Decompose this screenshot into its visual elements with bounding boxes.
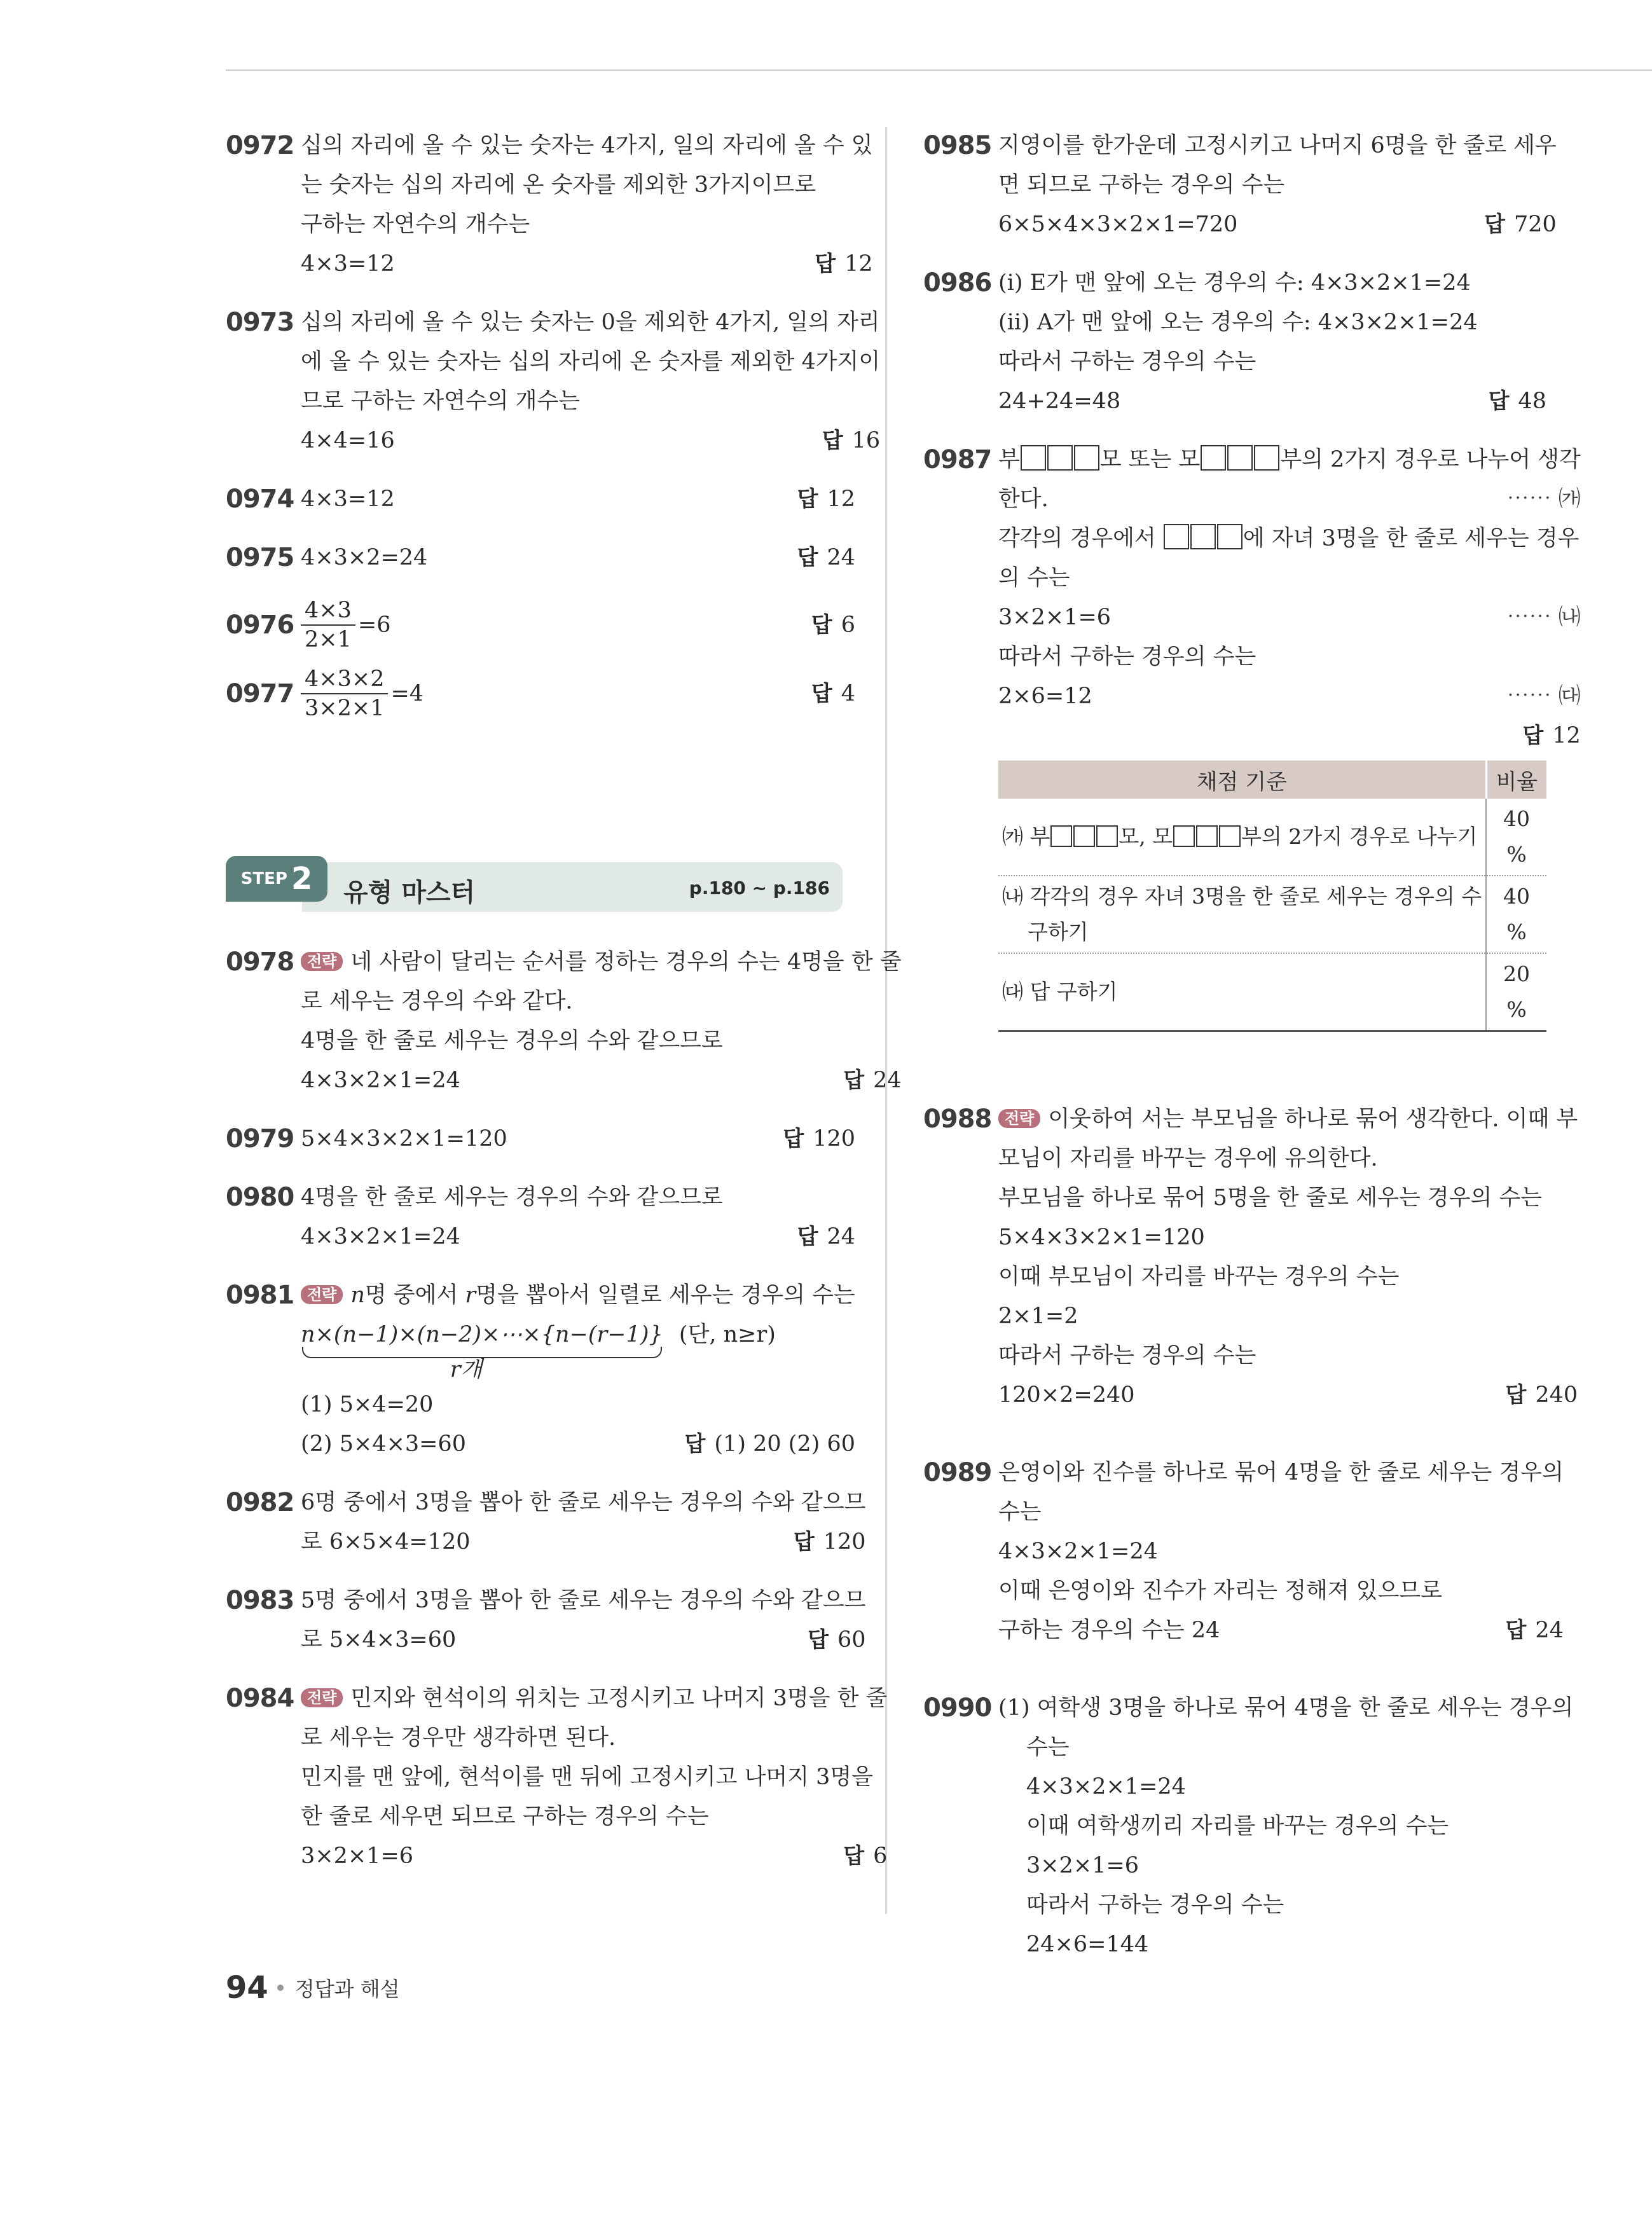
- numerator: 4×3: [301, 596, 355, 626]
- grading-row: [998, 876, 1546, 953]
- problem-0986: [923, 263, 1546, 421]
- text-line: 는 숫자는 십의 자리에 온 숫자를 제외한 3가지이므로: [301, 172, 816, 198]
- text-line: 로 세우는 경우만 생각하면 된다.: [301, 1725, 616, 1751]
- answer-line: [998, 382, 1546, 421]
- calculation: 4×3×2=24: [301, 545, 428, 570]
- calculation: 4×3×2×1=24: [301, 1224, 460, 1249]
- grading-header-criteria: 채점 기준: [998, 761, 1486, 799]
- answer-line: [301, 244, 873, 284]
- answer-line: [301, 596, 855, 654]
- calculation: [301, 665, 423, 722]
- problem-0987: [923, 440, 1581, 755]
- problem-number: 0972: [226, 131, 294, 160]
- answer-label: 답: [793, 1529, 815, 1555]
- grading-header-row: [998, 761, 1546, 799]
- problem-0984: [226, 1679, 888, 1876]
- answer: [685, 1424, 855, 1464]
- problem-number: 0980: [226, 1183, 294, 1212]
- text-line: 에 올 수 있는 숫자는 십의 자리에 온 숫자를 제외한 4가지이: [301, 349, 881, 375]
- step-banner: [226, 856, 855, 917]
- blank-box: [1050, 825, 1072, 847]
- answer: [808, 1620, 865, 1660]
- answer-value: 60: [837, 1627, 866, 1653]
- text: 부의 2가지 경우로 나누어 생각: [1280, 447, 1581, 472]
- problem-body: [998, 1099, 1578, 1415]
- text: 민지와 현석이의 위치는 고정시키고 나머지 3명을 한 줄: [350, 1686, 888, 1711]
- text-line: 의 수는: [998, 565, 1070, 591]
- problem-0973: [226, 303, 881, 460]
- blank-box: [1073, 825, 1095, 847]
- text-line: 따라서 구하는 경우의 수는: [998, 644, 1256, 670]
- problem-number: 0988: [923, 1105, 992, 1134]
- answer-value: 4: [841, 681, 855, 706]
- problem-0982: [226, 1483, 866, 1562]
- text: 명을 뽑아서 일렬로 세우는 경우의 수는: [476, 1283, 855, 1308]
- problem-body: [998, 126, 1557, 244]
- calculation: 4×3=12: [301, 486, 395, 512]
- answer-line: [998, 1611, 1564, 1650]
- calculation: 3×2×1=6: [998, 605, 1112, 630]
- grading-criteria: ㈐ 답 구하기: [998, 953, 1486, 1031]
- text: 명 중에서: [364, 1283, 465, 1308]
- calculation: 로 6×5×4=120: [301, 1529, 471, 1555]
- answer-value: (1) 20 (2) 60: [714, 1431, 855, 1457]
- answer-label: 답: [684, 1431, 706, 1457]
- text-line: 이때 부모님이 자리를 바꾸는 경우의 수는: [998, 1264, 1400, 1290]
- answer-line: [998, 205, 1557, 244]
- answer-label: 답: [843, 1843, 865, 1869]
- problem-0974: [226, 479, 855, 519]
- answer-label: 답: [1505, 1618, 1527, 1643]
- step-page-range: p.180 ~ p.186: [689, 878, 830, 898]
- strategy-tag: 전략: [301, 1688, 343, 1707]
- answer: [811, 674, 855, 713]
- text-line: 이때 은영이와 진수가 자리는 정해져 있으므로: [998, 1578, 1443, 1604]
- blank-box: [1219, 825, 1241, 847]
- text-line: (1) 5×4=20: [301, 1392, 434, 1417]
- text-line: [301, 1679, 887, 1718]
- problem-number: 0984: [226, 1684, 294, 1713]
- fraction: [301, 665, 388, 722]
- formula: [301, 1315, 663, 1354]
- strategy-tag: 전략: [301, 1285, 343, 1304]
- text-line: 한 줄로 세우면 되므로 구하는 경우의 수는: [301, 1804, 709, 1829]
- problem-body: [998, 1453, 1564, 1650]
- answer: [843, 1836, 887, 1876]
- problem-0981: [226, 1276, 855, 1464]
- calc-line: 2×1=2: [998, 1304, 1078, 1329]
- answer-line: [301, 1424, 855, 1464]
- problem-number: 0973: [226, 308, 294, 337]
- step-word: STEP: [240, 869, 287, 888]
- page-title: 정답과 해설: [294, 1977, 400, 2001]
- equals-result: =4: [390, 681, 424, 706]
- text-line: 수는: [998, 1499, 1042, 1525]
- calculation: 4×3=12: [301, 251, 395, 277]
- blank-box: [1173, 825, 1195, 847]
- text-line: [998, 440, 1581, 479]
- text: 모 또는 모: [1099, 447, 1201, 472]
- text: ㈎ 부: [1002, 824, 1050, 849]
- text-line: 모님이 자리를 바꾸는 경우에 유의한다.: [998, 1146, 1378, 1171]
- text-line: 4명을 한 줄로 세우는 경우의 수와 같으므로: [301, 1028, 723, 1054]
- text-line: 4명을 한 줄로 세우는 경우의 수와 같으므로: [301, 1185, 723, 1210]
- grading-ratio: 40 %: [1486, 799, 1546, 876]
- answer-value: 12: [844, 251, 873, 277]
- answer-label: 답: [822, 428, 843, 453]
- answer-label: 답: [783, 1126, 804, 1152]
- answer: [822, 421, 880, 460]
- text: 한다.: [998, 486, 1049, 512]
- answer-value: 16: [851, 428, 881, 453]
- calculation: 6×5×4×3×2×1=720: [998, 212, 1238, 237]
- blank-box: [1096, 825, 1118, 847]
- blank-box: [1047, 445, 1073, 471]
- problem-number: 0978: [226, 947, 294, 977]
- text: 네 사람이 달리는 순서를 정하는 경우의 수는 4명을 한 줄: [350, 949, 902, 975]
- text-line: 이때 여학생끼리 자리를 바꾸는 경우의 수는: [1026, 1814, 1449, 1839]
- text: 이웃하여 서는 부모님을 하나로 묶어 생각한다. 이때 부: [1048, 1106, 1578, 1132]
- answer-value: 24: [827, 545, 855, 570]
- text: ㈏ 각각의 경우 자녀 3명을 한 줄로 세우는 경우의 수: [1002, 884, 1482, 909]
- text-line: 부모님을 하나로 묶어 5명을 한 줄로 세우는 경우의 수는: [998, 1185, 1543, 1211]
- answer-label: 답: [1505, 1382, 1527, 1408]
- text: 구하기: [1028, 919, 1089, 944]
- answer: [815, 244, 872, 284]
- problem-body: [998, 440, 1581, 755]
- blank-box: [1190, 524, 1216, 549]
- denominator: 3×2×1: [305, 696, 385, 721]
- answer-label: 답: [811, 612, 832, 638]
- answer-line: [301, 1119, 855, 1159]
- denominator: 2×1: [305, 627, 352, 652]
- answer: [794, 1522, 866, 1562]
- calculation: 5×4×3×2×1=120: [301, 1126, 507, 1152]
- left-column: [226, 126, 902, 1876]
- answer-value: 48: [1518, 389, 1546, 414]
- answer-label: 답: [797, 486, 818, 512]
- top-rule: [226, 69, 1652, 71]
- text-line: 수는: [1026, 1735, 1070, 1760]
- numerator: 4×3×2: [301, 665, 388, 694]
- calc-line: 24×6=144: [1026, 1932, 1149, 1957]
- page-number: 94: [226, 1970, 268, 2006]
- problem-number: 0989: [923, 1458, 992, 1487]
- text-line: [301, 942, 902, 982]
- problem-number: 0983: [226, 1586, 294, 1615]
- text-line: [301, 1276, 855, 1315]
- text-line: 6명 중에서 3명을 뽑아 한 줄로 세우는 경우의 수와 같으므: [301, 1490, 866, 1515]
- answer: [1484, 205, 1557, 244]
- text-line: 은영이와 진수를 하나로 묶어 4명을 한 줄로 세우는 경우의: [998, 1460, 1564, 1485]
- text: 부의 2가지 경우로 나누기: [1241, 824, 1478, 849]
- grading-table: [998, 761, 1546, 1032]
- text-line: 5명 중에서 3명을 뽑아 한 줄로 세우는 경우의 수와 같으므: [301, 1588, 866, 1613]
- answer-value: 24: [827, 1224, 855, 1249]
- answer-label: 답: [797, 1224, 818, 1249]
- text-line: [998, 1099, 1578, 1139]
- text-line: 로 세우는 경우의 수와 같다.: [301, 989, 573, 1014]
- blank-box: [1217, 524, 1242, 549]
- answer-line: [301, 479, 855, 519]
- calc-line: 4×3×2×1=24: [1026, 1774, 1186, 1800]
- problem-number: 0977: [226, 679, 294, 708]
- text: 모, 모: [1119, 824, 1173, 849]
- text-line: (1) 여학생 3명을 하나로 묶어 4명을 한 줄로 세우는 경우의: [998, 1695, 1574, 1721]
- answer: [1506, 1375, 1578, 1415]
- underbrace: [302, 1347, 662, 1358]
- text-line: 면 되므로 구하는 경우의 수는: [998, 172, 1285, 198]
- answer-line: [301, 421, 880, 460]
- text-line: 구하는 자연수의 개수는: [301, 212, 530, 237]
- text-line: [998, 479, 1581, 519]
- answer: [797, 479, 855, 519]
- answer-value: 6: [841, 612, 855, 638]
- fraction: [301, 596, 355, 654]
- answer-label: 답: [843, 1068, 865, 1093]
- variable-r: r: [465, 1283, 476, 1308]
- answer-label: 답: [1484, 212, 1505, 237]
- calculation: 120×2=240: [998, 1382, 1135, 1408]
- blank-box: [1164, 524, 1189, 549]
- text-line: 십의 자리에 올 수 있는 숫자는 4가지, 일의 자리에 올 수 있: [301, 133, 873, 158]
- text: 부: [998, 447, 1020, 472]
- answer-value: 240: [1535, 1382, 1578, 1408]
- calculation: 4×3×2×1=24: [301, 1068, 460, 1093]
- problem-number: 0976: [226, 610, 294, 640]
- step-number: 2: [291, 861, 313, 897]
- calculation: (2) 5×4×3=60: [301, 1431, 467, 1457]
- calc-line: [998, 598, 1581, 637]
- problem-0975: [226, 538, 855, 577]
- answer-label: 답: [815, 251, 836, 277]
- problem-0976: [226, 596, 855, 654]
- text-line: 므로 구하는 자연수의 개수는: [301, 389, 581, 414]
- answer-value: 120: [823, 1529, 866, 1555]
- calculation: [301, 596, 390, 654]
- answer-value: 24: [1535, 1618, 1564, 1643]
- step-title: 유형 마스터: [343, 878, 476, 907]
- answer: [1489, 382, 1546, 421]
- answer-value: 12: [827, 486, 855, 512]
- problem-0989: [923, 1453, 1564, 1650]
- blank-box: [1196, 825, 1218, 847]
- blank-box: [1227, 445, 1253, 471]
- answer-value: 12: [1552, 723, 1581, 748]
- problem-0977: [226, 665, 855, 722]
- text-line: (ⅰ) E가 맨 앞에 오는 경우의 수: 4×3×2×1=24: [998, 270, 1471, 296]
- problem-number: 0974: [226, 485, 294, 514]
- formula-line: [301, 1315, 855, 1354]
- answer-value: 6: [873, 1843, 888, 1869]
- strategy-tag: 전략: [998, 1109, 1040, 1128]
- calculation: 3×2×1=6: [301, 1843, 414, 1869]
- grading-row: [998, 953, 1546, 1031]
- answer-value: 24: [873, 1068, 902, 1093]
- blank-box: [1074, 445, 1099, 471]
- calculation: 24+24=48: [998, 389, 1121, 414]
- answer-line: [998, 716, 1581, 755]
- answer-line: [301, 1061, 902, 1100]
- answer-label: 답: [1488, 389, 1510, 414]
- answer-label: 답: [1522, 723, 1544, 748]
- grading-ratio: 40 %: [1486, 876, 1546, 953]
- answer: [1506, 1611, 1564, 1650]
- problem-body: [301, 1581, 866, 1660]
- text: 에 자녀 3명을 한 줄로 세우는 경우: [1242, 526, 1580, 551]
- blank-box: [1201, 445, 1226, 471]
- grading-ratio: 20 %: [1486, 953, 1546, 1031]
- problem-body: [998, 263, 1546, 421]
- answer-label: 답: [808, 1627, 829, 1653]
- text-line: 따라서 구하는 경우의 수는: [998, 1343, 1256, 1368]
- calculation: 4×4=16: [301, 428, 395, 453]
- equals-result: =6: [357, 612, 391, 638]
- strategy-tag: 전략: [301, 952, 343, 971]
- problem-number: 0982: [226, 1488, 294, 1517]
- problem-number: 0986: [923, 268, 992, 298]
- answer: [797, 1217, 855, 1256]
- problem-body: [301, 942, 902, 1100]
- problem-body: [301, 1276, 855, 1464]
- problem-body: [301, 126, 873, 284]
- page-footer: [226, 1970, 400, 2006]
- answer: [783, 1119, 855, 1159]
- condition: (단, n≥r): [678, 1322, 776, 1347]
- formula-text: n×(n−1)×(n−2)×⋯×{n−(r−1)}: [301, 1322, 663, 1347]
- text: 구하는 경우의 수는 24: [998, 1618, 1220, 1643]
- grading-criteria: [998, 876, 1486, 953]
- text-line: (ⅱ) A가 맨 앞에 오는 경우의 수: 4×3×2×1=24: [998, 310, 1478, 335]
- problem-number: 0987: [923, 445, 992, 474]
- problem-body: [301, 303, 880, 460]
- calc-line: [998, 677, 1581, 716]
- problem-number: 0990: [923, 1693, 992, 1723]
- answer: [843, 1061, 901, 1100]
- calc-line: 4×3×2×1=24: [998, 1539, 1158, 1564]
- answer-line: [301, 1217, 855, 1256]
- answer-value: 120: [813, 1126, 855, 1152]
- step-mark: ⋯⋯ ㈏: [1506, 605, 1581, 630]
- text-line: 따라서 구하는 경우의 수는: [1026, 1892, 1284, 1918]
- text-line: 십의 자리에 올 수 있는 숫자는 0을 제외한 4가지, 일의 자리: [301, 310, 880, 335]
- calc-line: 3×2×1=6: [1026, 1853, 1139, 1878]
- answer-label: 답: [797, 545, 818, 570]
- answer-line: [301, 1836, 887, 1876]
- text-line: 민지를 맨 앞에, 현석이를 맨 뒤에 고정시키고 나머지 3명을: [301, 1765, 874, 1790]
- answer-line: [301, 538, 855, 577]
- grading-row: [998, 799, 1546, 876]
- answer-line: [301, 665, 855, 722]
- problem-0972: [226, 126, 873, 284]
- problem-number: 0981: [226, 1281, 294, 1310]
- right-column: [923, 126, 1581, 1964]
- text-line: 따라서 구하는 경우의 수는: [998, 349, 1256, 375]
- answer-value: 720: [1513, 212, 1557, 237]
- brace-label: r개: [450, 1357, 483, 1382]
- problem-body: [301, 1483, 866, 1562]
- grading-header-ratio: 비율: [1486, 761, 1546, 799]
- problem-0990: [923, 1688, 1574, 1964]
- calc-line: 5×4×3×2×1=120: [998, 1225, 1205, 1250]
- blank-box: [1021, 445, 1046, 471]
- text-line: [998, 519, 1581, 558]
- answer: [811, 605, 855, 645]
- problem-number: 0979: [226, 1124, 294, 1153]
- problem-0985: [923, 126, 1557, 244]
- answer-line: [301, 1620, 866, 1660]
- answer-line: [301, 1522, 866, 1562]
- answer-line: [998, 1375, 1578, 1415]
- variable-n: n: [350, 1283, 365, 1308]
- step-badge: [226, 856, 327, 902]
- grading-criteria: [998, 799, 1486, 876]
- problem-0978: [226, 942, 902, 1100]
- problem-body: [301, 1679, 887, 1876]
- text: 각각의 경우에서: [998, 526, 1163, 551]
- footer-bullet: [277, 1985, 284, 1991]
- problem-body: [301, 1178, 855, 1256]
- answer: [1522, 716, 1580, 755]
- text-line: 지영이를 한가운데 고정시키고 나머지 6명을 한 줄로 세우: [998, 133, 1557, 158]
- problem-0983: [226, 1581, 866, 1660]
- problem-0980: [226, 1178, 855, 1256]
- step-mark: ⋯⋯ ㈐: [1506, 684, 1581, 709]
- calculation: 2×6=12: [998, 684, 1092, 709]
- problem-number: 0985: [923, 131, 992, 160]
- problem-body: [998, 1688, 1573, 1964]
- answer-label: 답: [811, 681, 832, 706]
- problem-0988: [923, 1099, 1578, 1415]
- step-mark: ⋯⋯ ㈎: [1506, 486, 1581, 512]
- problem-0979: [226, 1119, 855, 1159]
- problem-number: 0975: [226, 543, 294, 572]
- calculation: 로 5×4×3=60: [301, 1627, 457, 1653]
- answer: [797, 538, 855, 577]
- blank-box: [1254, 445, 1279, 471]
